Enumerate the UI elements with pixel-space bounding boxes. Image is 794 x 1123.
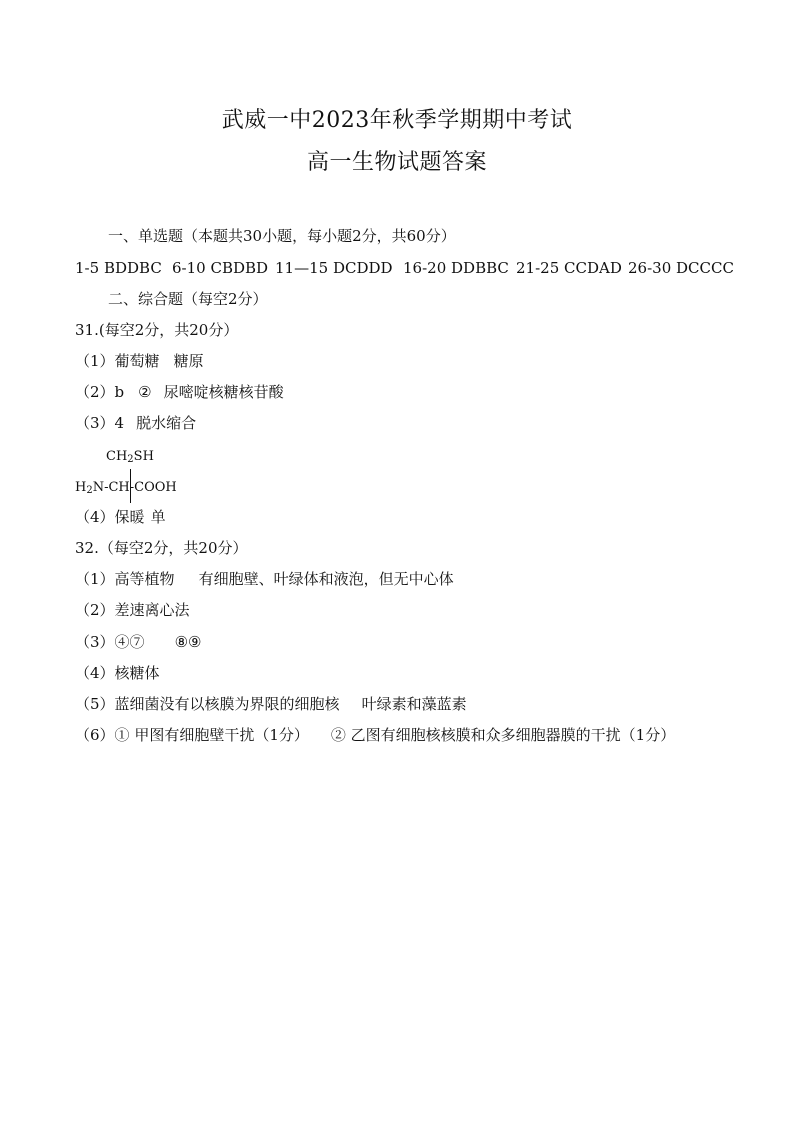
formula-subscript: 2 — [86, 485, 93, 496]
section1-heading: 一、单选题（本题共30小题，每小题2分，共60分） — [108, 227, 456, 245]
mc-letters: DCCCC — [676, 259, 734, 277]
exam-subtitle: 高一生物试题答案 — [306, 150, 487, 175]
q31-answer-4 — [75, 507, 166, 527]
answer-number: （6） — [75, 726, 115, 744]
formula-text: H — [75, 480, 87, 495]
mc-range: 21-25 — [516, 259, 560, 277]
formula-text: CH — [106, 449, 128, 464]
answer-part: ④⑦ — [114, 633, 145, 651]
q31-answer-3 — [75, 413, 196, 433]
q32-answer-3 — [75, 632, 201, 652]
mc-letters: DCDDD — [332, 259, 393, 277]
answer-part: 葡萄糖 — [114, 352, 160, 370]
mc-answer-group — [275, 258, 393, 278]
q32-answer-5 — [75, 694, 467, 714]
answer-part: ② — [138, 383, 152, 401]
answer-part: ⑧⑨ — [174, 633, 202, 651]
answer-part: 高等植物 — [114, 570, 175, 588]
section2-heading: 二、综合题（每空2分） — [108, 290, 268, 308]
answer-part: 尿嘧啶核糖核苷酸 — [163, 383, 284, 401]
answer-part: b — [114, 383, 125, 401]
mc-letters: BDDBC — [103, 259, 162, 277]
answer-part: 差速离心法 — [114, 601, 190, 619]
q31-answer-2 — [75, 382, 284, 402]
answer-part: 有细胞壁、叶绿体和液泡，但无中心体 — [198, 570, 454, 588]
mc-letters: CCDAD — [564, 259, 622, 277]
answer-number: （1） — [75, 570, 115, 588]
mc-letters: CBDBD — [210, 259, 269, 277]
formula-side-chain — [106, 447, 154, 470]
q32-answer-1 — [75, 569, 454, 589]
answer-part: 单 — [150, 508, 166, 526]
q32-answer-4 — [75, 663, 160, 683]
q32-heading: 32.（每空2分，共20分） — [75, 539, 248, 557]
answer-part: 叶绿素和藻蓝素 — [361, 695, 467, 713]
mc-answer-group — [628, 258, 734, 278]
answer-part: ① 甲图有细胞壁干扰（1分） — [114, 726, 309, 744]
answer-part: ② 乙图有细胞核核膜和众多细胞器膜的干扰（1分） — [330, 726, 676, 744]
answer-part: 蓝细菌没有以核膜为界限的细胞核 — [114, 695, 340, 713]
mc-letters: DDBBC — [451, 259, 509, 277]
answer-part: 保暖 — [114, 508, 145, 526]
answer-number: （4） — [75, 664, 115, 682]
answer-number: （3） — [75, 633, 115, 651]
exam-title: 武威一中2023年秋季学期期中考试 — [221, 108, 573, 133]
formula-subscript: 2 — [127, 454, 134, 465]
mc-range: 16-20 — [403, 259, 447, 277]
answer-number: （3） — [75, 414, 115, 432]
formula-text: N-CH-COOH — [92, 480, 177, 495]
mc-range: 11—15 — [275, 259, 329, 277]
q32-answer-6 — [75, 725, 675, 745]
q31-answer-1 — [75, 351, 204, 371]
mc-range: 26-30 — [628, 259, 672, 277]
answer-number: （2） — [75, 601, 115, 619]
answer-part: 糖原 — [173, 352, 204, 370]
answer-number: （5） — [75, 695, 115, 713]
mc-answer-group — [75, 258, 162, 278]
answer-number: （4） — [75, 508, 115, 526]
answer-number: （1） — [75, 352, 115, 370]
q32-answer-2 — [75, 600, 190, 620]
formula-main-chain — [75, 478, 177, 501]
answer-part: 4 — [114, 414, 125, 432]
answer-part: 脱水缩合 — [136, 414, 197, 432]
mc-range: 1-5 — [75, 259, 100, 277]
mc-answer-group — [403, 258, 509, 278]
answer-part: 核糖体 — [114, 664, 160, 682]
answer-number: （2） — [75, 383, 115, 401]
formula-text: SH — [133, 449, 154, 464]
mc-answer-group — [172, 258, 268, 278]
q31-heading: 31.(每空2分，共20分） — [75, 321, 239, 339]
mc-range: 6-10 — [172, 259, 206, 277]
mc-answer-group — [516, 258, 622, 278]
